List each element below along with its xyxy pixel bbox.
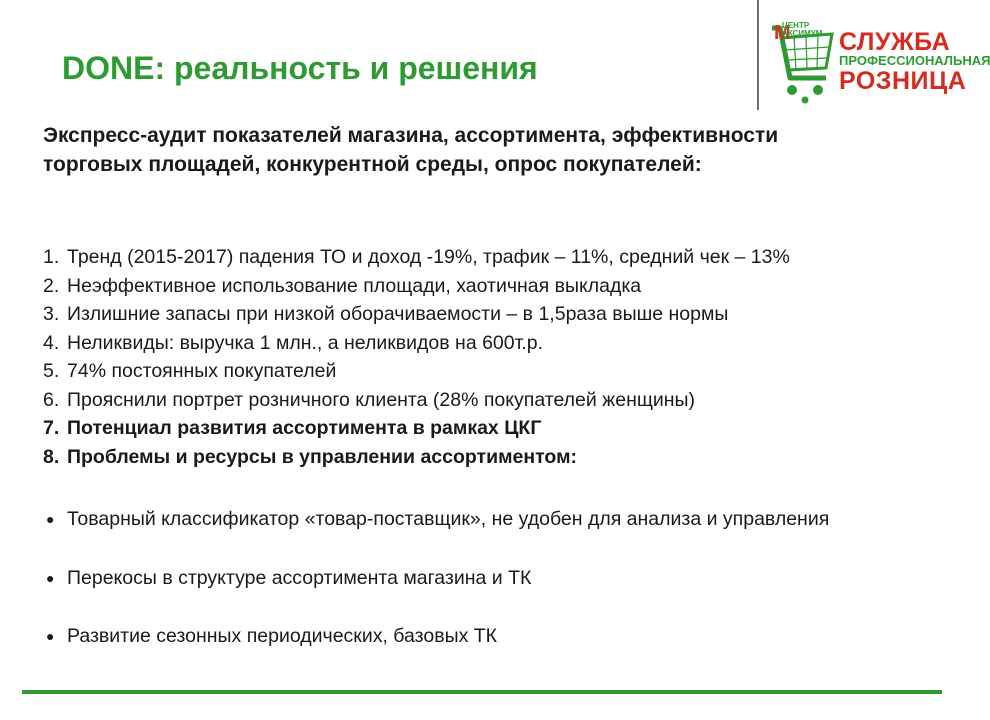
bullet-item [46,505,920,534]
logo-brand-top: ЦЕНТР [782,21,810,30]
item-number: 3. [43,303,60,325]
item-number: 7. [43,417,60,439]
bullet-text: Товарный классификатор «товар-поставщик», не удобен для анализа и управления [67,508,830,530]
item-number: 5. [43,360,60,382]
logo-line-2: ПРОФЕССИОНАЛЬНАЯ [839,53,990,68]
item-number: 8. [43,445,60,468]
logo-brand-bottom: АКСИМУМ [782,29,823,38]
bullet-text: Развитие сезонных периодических, базовых ТК [67,625,498,647]
item-text: Неликвиды: выручка 1 млн., а неликвидов на 600т.р. [67,331,544,354]
logo-brand-name [782,22,822,38]
item-text: Прояснили портрет розничного клиента (28% покупателей женщины) [67,388,696,411]
bullet-dot-icon: ● [46,628,55,644]
logo-line-1: СЛУЖБА [839,28,951,56]
logo-line-3: РОЗНИЦА [839,67,967,95]
item-text: Неэффективное использование площади, хаотичная выкладка [67,274,642,297]
bullet-dot-icon: ● [46,511,55,527]
logo-divider [757,0,759,110]
item-text: Тренд (2015-2017) падения ТО и доход -19%, трафик – 11%, средний чек – 13% [67,246,790,268]
list-item [43,414,923,443]
bullet-item [46,622,920,651]
list-item [43,357,923,386]
item-number: 1. [43,246,60,268]
list-item [43,243,923,272]
bullet-dot-icon: ● [46,569,55,586]
logo-wordmark [839,30,990,94]
item-number: 4. [43,331,60,354]
item-text: Излишние запасы при низкой оборачиваемости – в 1,5раза выше нормы [67,303,729,325]
list-item [43,272,923,301]
company-logo [766,10,990,105]
item-text: Проблемы и ресурсы в управлении ассортиментом: [67,445,577,468]
list-item [43,443,923,472]
item-text: Потенциал развития ассортимента в рамках ЦКГ [67,417,542,439]
intro-heading: Экспресс-аудит показателей магазина, ассортимента, эффективности торговых площадей, конкурентной среды, опрос покупателей: [43,124,779,176]
list-item [43,329,923,358]
list-item [43,386,923,415]
numbered-list [43,243,923,471]
bullet-text: Перекосы в структуре ассортимента магазина и ТК [67,566,532,589]
footer-divider [22,690,942,694]
slide-title: DONE: реальность и решения [62,50,538,86]
bullet-item [46,564,920,593]
item-number: 6. [43,388,60,411]
list-item [43,300,923,329]
logo-brand-letter: М [774,22,791,44]
item-text: 74% постоянных покупателей [67,360,337,382]
bullet-list [46,505,920,651]
item-number: 2. [43,274,60,297]
